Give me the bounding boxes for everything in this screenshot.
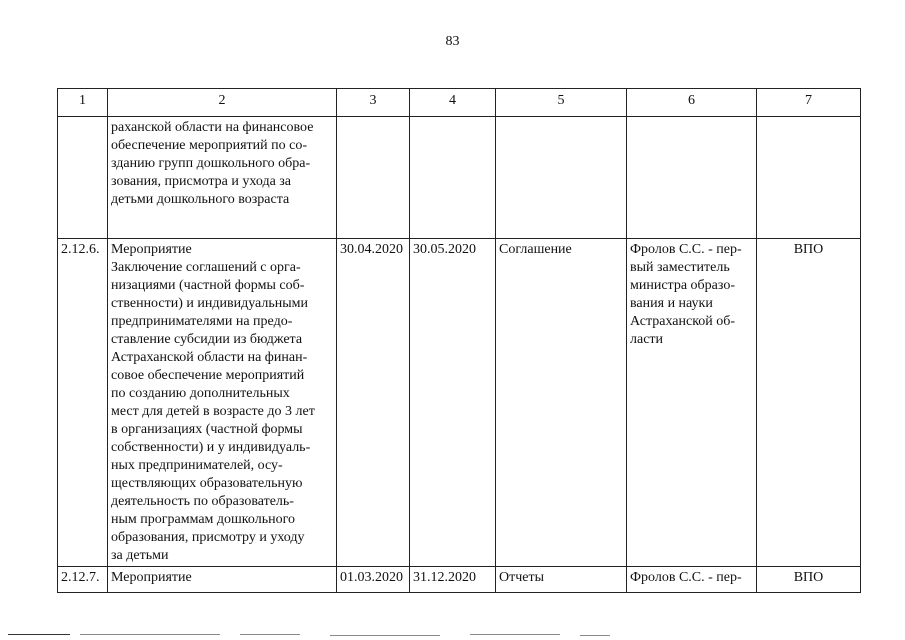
column-header: 1 (58, 89, 108, 117)
column-header: 7 (757, 89, 861, 117)
scan-edge-line (240, 634, 300, 635)
column-header: 2 (108, 89, 337, 117)
end-date-cell: 31.12.2020 (410, 567, 496, 593)
scan-edge-line (80, 634, 220, 635)
row-number-cell (58, 117, 108, 239)
end-date-cell (410, 117, 496, 239)
funding-source-cell (757, 117, 861, 239)
description-cell: раханской области на финансовое обеспечение мероприятий по со- зданию групп дошкольного обра- зования, присмотра и ухода за детьми дошкольного возраста (108, 117, 337, 239)
start-date-cell (337, 117, 410, 239)
table-header-row (58, 89, 861, 117)
row-number-cell: 2.12.7. (58, 567, 108, 593)
funding-source-cell: ВПО (757, 567, 861, 593)
start-date-cell: 30.04.2020 (337, 239, 410, 567)
funding-source-cell: ВПО (757, 239, 861, 567)
responsible-cell (627, 117, 757, 239)
scan-edge-line (8, 634, 70, 635)
scan-edge-line (470, 634, 560, 635)
description-cell: Мероприятие (108, 567, 337, 593)
end-date-cell: 30.05.2020 (410, 239, 496, 567)
description-cell: Мероприятие Заключение соглашений с орга- низациями (частной формы соб- ственности) и индивидуальными предпринимателями на предо- ставление субсидии из бюджета Астраханской области на финан- совое обеспечение мероприятий по созданию дополнительных мест для детей в возрасте до 3 лет в организациях (частной формы собственности) и у индивидуаль- ных предпринимателей, осу- ществляющих образовательную деятельность по образователь- ным программам дошкольного образования, присмотру и уходу за детьми (108, 239, 337, 567)
result-cell: Соглашение (496, 239, 627, 567)
row-number-cell: 2.12.6. (58, 239, 108, 567)
scan-edge-line (330, 635, 440, 636)
start-date-cell: 01.03.2020 (337, 567, 410, 593)
column-header: 4 (410, 89, 496, 117)
result-cell: Отчеты (496, 567, 627, 593)
column-header: 6 (627, 89, 757, 117)
result-cell (496, 117, 627, 239)
responsible-cell: Фролов С.С. - пер- вый заместитель министра образо- вания и науки Астраханской об- ласти (627, 239, 757, 567)
column-header: 3 (337, 89, 410, 117)
table-row (58, 239, 861, 567)
page-number: 83 (445, 34, 460, 49)
responsible-cell: Фролов С.С. - пер- (627, 567, 757, 593)
measures-table (57, 88, 861, 593)
table-row (58, 567, 861, 593)
column-header: 5 (496, 89, 627, 117)
scan-edge-line (580, 635, 610, 636)
table-row (58, 117, 861, 239)
